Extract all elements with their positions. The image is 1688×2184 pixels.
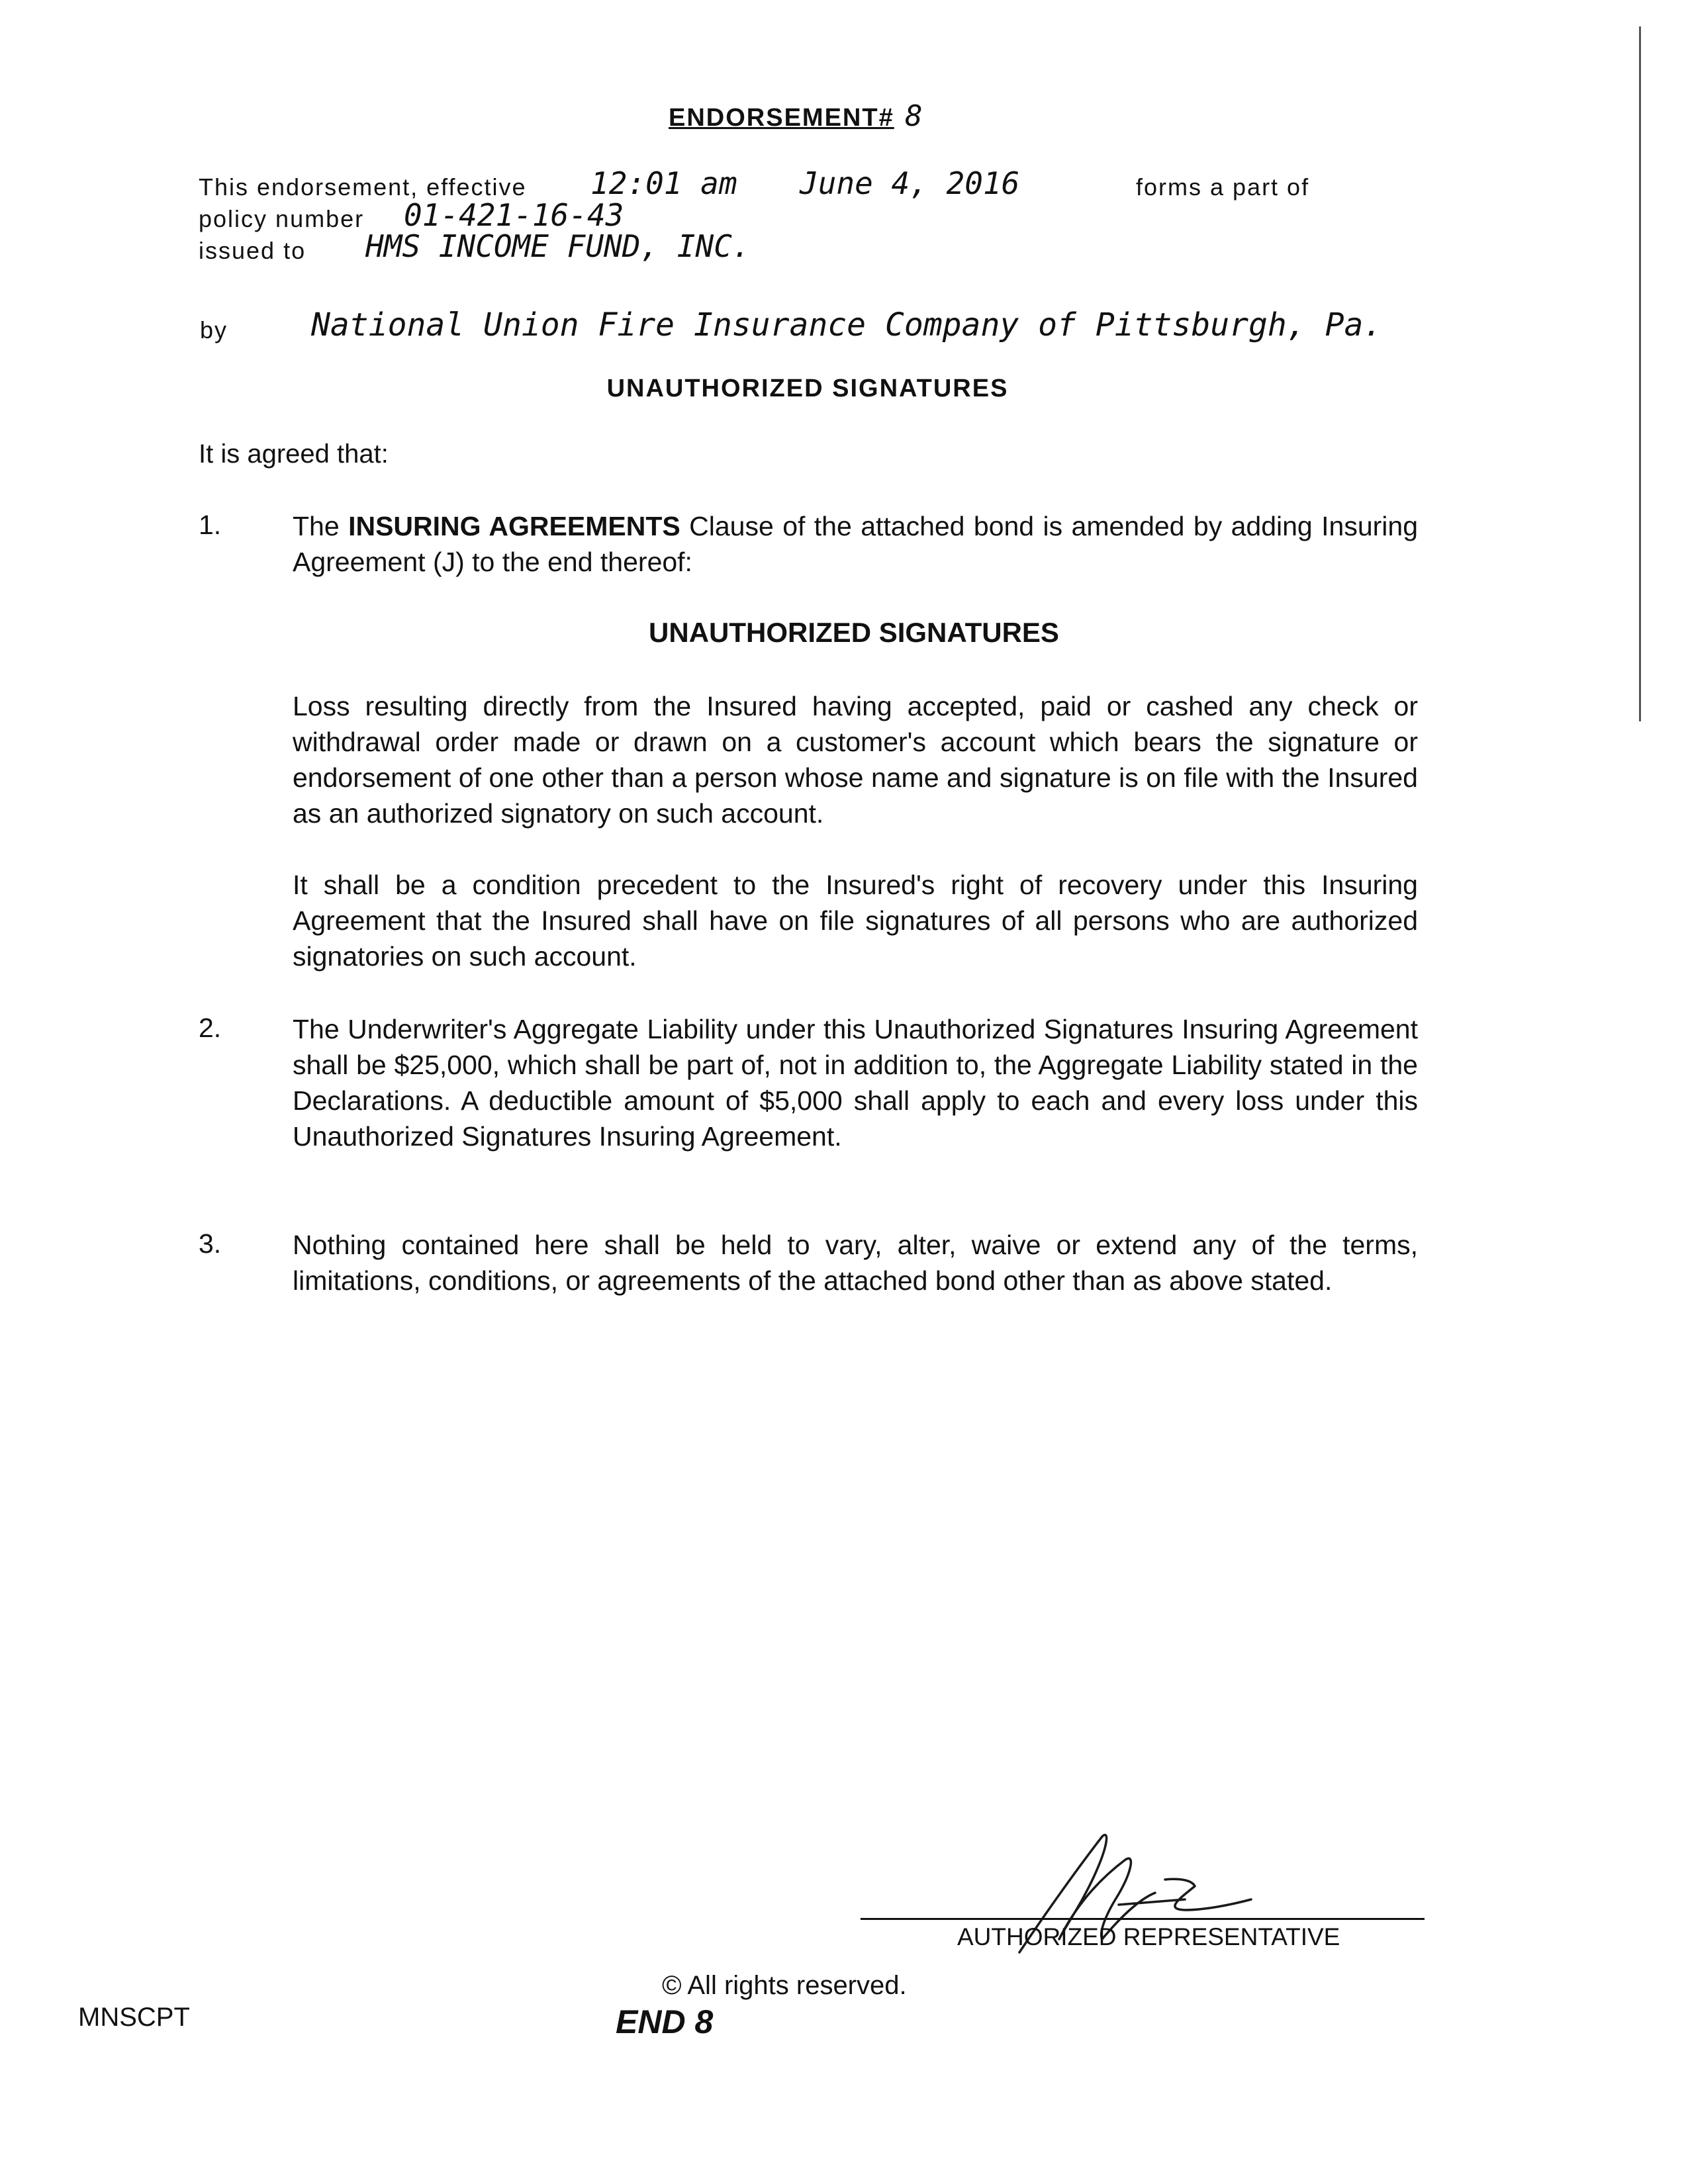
page-title: UNAUTHORIZED SIGNATURES <box>606 375 1009 402</box>
policy-number: 01-421-16-43 <box>404 197 624 233</box>
item-1-text-bold: INSURING AGREEMENTS <box>348 511 680 541</box>
item-1-paragraph-2: It shall be a condition precedent to the Insured's right of recovery under this Insuring Agreement that the Insured shall have on file signatures of all persons who are authorized signatories on such account. <box>293 870 1418 972</box>
item-1-text-post: Clause of the attached bond is amended by adding Insuring Agreement (J) to the end thereof: <box>293 511 1418 577</box>
scan-edge-line <box>1639 26 1641 721</box>
policy-number-label: policy number <box>199 205 365 232</box>
effective-time: 12:01 am <box>590 165 737 201</box>
by-label: by <box>200 316 228 343</box>
endorsement-heading <box>669 99 923 133</box>
item-1-number: 1. <box>199 510 222 540</box>
endorsement-number: 8 <box>905 99 923 133</box>
item-1-text <box>293 508 1418 580</box>
item-3-number: 3. <box>199 1228 222 1259</box>
issued-to-label: issued to <box>199 237 306 264</box>
item-3-text: Nothing contained here shall be held to vary, alter, waive or extend any of the terms, limitations, conditions, or agreements of the attached bond other than as above stated. <box>293 1230 1418 1296</box>
agreed-text: It is agreed that: <box>199 439 389 469</box>
effective-date: June 4, 2016 <box>800 165 1020 201</box>
rights-reserved: © All rights reserved. <box>662 1971 907 2000</box>
insurer-name: National Union Fire Insurance Company of Pittsburgh, Pa. <box>311 306 1383 343</box>
issued-to: HMS INCOME FUND, INC. <box>365 228 751 264</box>
signature-label: AUTHORIZED REPRESENTATIVE <box>957 1923 1340 1950</box>
end-label: END 8 <box>616 2003 714 2040</box>
item-2-number: 2. <box>199 1013 222 1043</box>
forms-part-of: forms a part of <box>1136 173 1310 201</box>
intro-effective-label: This endorsement, effective <box>199 173 527 201</box>
item-1-text-pre: The <box>293 511 340 541</box>
item-1-paragraph-1: Loss resulting directly from the Insured having accepted, paid or cashed any check or withdrawal order made or drawn on a customer's account which bears the signature or endorsement of one other than a person whose name and signature is on file with the Insured as an authorized signatory on such account. <box>293 691 1418 829</box>
endorsement-label: ENDORSEMENT# <box>669 104 894 132</box>
signature-line <box>861 1918 1425 1920</box>
item-2-text: The Underwriter's Aggregate Liability under this Unauthorized Signatures Insuring Agreement shall be $25,000, which shall be part of, not in addition to, the Aggregate Liability stated in the Declarations. A deductible amount of $5,000 shall apply to each and every loss under this Unauthorized Signatures Insuring Agreement. <box>293 1014 1418 1152</box>
form-code: MNSCPT <box>78 2003 190 2032</box>
item-1-subheading: UNAUTHORIZED SIGNATURES <box>649 617 1059 648</box>
